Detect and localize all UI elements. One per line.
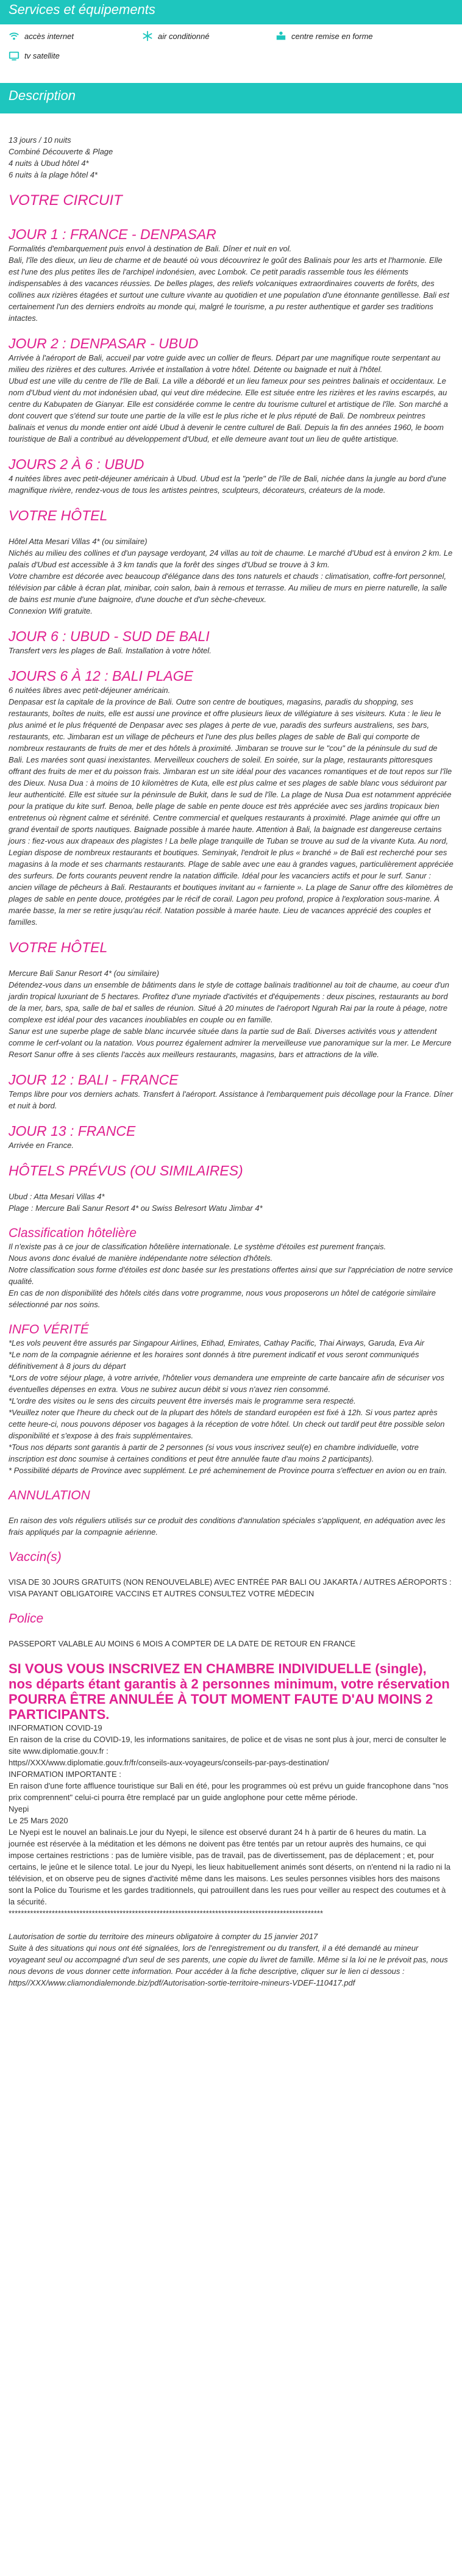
- day-title: JOUR 13 : FRANCE: [9, 1123, 136, 1139]
- services-list: [0, 24, 462, 70]
- day-title: JOUR 1 : FRANCE - DENPASAR: [9, 226, 216, 242]
- day-text: Temps libre pour vos derniers achats. Transfert à l'aéroport. Assistance à l'embarquement puis décollage pour la France. Dîner et nuit à bord.: [9, 1089, 453, 1110]
- police-text: PASSEPORT VALABLE AU MOINS 6 MOIS A COMPTER DE LA DATE DE RETOUR EN FRANCE: [9, 1639, 356, 1648]
- snowflake-icon: [142, 30, 153, 41]
- annulation-text: En raison des vols réguliers utilisés sur ce produit des conditions d'annulation spéciales s'appliquent, en adéquation avec les frais appliqués par la compagnie aérienne.: [9, 1516, 446, 1537]
- service-label: tv satellite: [24, 51, 60, 60]
- day-title: JOURS 2 À 6 : UBUD: [9, 456, 144, 472]
- day-title: JOUR 12 : BALI - FRANCE: [9, 1072, 179, 1088]
- tv-icon: [9, 50, 20, 61]
- day-text: 6 nuitées libres avec petit-déjeuner américain. Denpasar est la capitale de la province de Bali. Outre son centre de boutiques, magasins, paradis du shopping, ses restaurants, boîtes de nuits, elle est aussi une province et offre plusieurs lieux de villégiature à ses visiteurs. Kuta : le lieu le plus animé et le plus fréquenté de Denpasar avec ses plages à perte de vue, paradis des surfeurs australiens, ses bars, restaurants, etc. Jimbaran est un village de pêcheurs et l'une des plus belles plages de sable de Bali qui comporte de nombreux restaurants de fruits de mer et des hôtels à proximité. Jimbaran se trouve sur le "cou" de la péninsule du sud de Bali. Les marées sont quasi inexistantes. Merveilleux couchers de soleil. En soirée, sur la plage, restaurants pittoresques offrant des fruits de mer et du poisson frais. Jimbaran est un site idéal pour des vacances romantiques et de tout repos sur l'île des Dieux. Nusa Dua : à moins de 10 kilomètres de Kuta, elle est plus calme et ses plages de sable blanc vous séduiront par leur authenticité. Elle est située sur la péninsule de Bukit, dans le sud de l'île. La plage de Nusa Dua est notamment appréciée pour la pratique du kite surf. Benoa, belle plage de sable en pente douce est très appréciée avec ses jardins tropicaux bien entretenus où règnent calme et sérénité. Centre commercial et quelques restaurants à proximité. Plage animée qui offre un grand éventail de sports nautiques. Baignade possible à marée haute. Attention à Bali, la baignade est dangereuse certains jours : fiez-vous aux drapeaux des plagistes ! La belle plage tranquille de Tuban se trouve au sud de la vivante Kuta. Au nord, Legian dispose de nombreux restaurants et boutiques. Seminyak, l'endroit le plus « branché » de Bali est recherché pour ses magasins à la mode et ses charmants restaurants. Plage de sable avec une eau à grandes vagues, particulièrement appréciée des surfeurs. De forts courants peuvent rendre la natation difficile. Idéal pour les vacanciers actifs et pour le surf. Sanur : ancien village de pêcheurs à Bali. Restaurants et boutiques invitant au « farniente ». La plage de Sanur offre des kilomètres de plages de sable en pente douce, protégées par le récif de corail. Lagon peu profond, propice à l'exploration sous-marine. À marée basse, la mer se retire jusqu'au récif. Natation possible à marée haute. Lieu de vacances apprécié des couples et familles.: [9, 686, 453, 927]
- day-title: JOUR 6 : UBUD - SUD DE BALI: [9, 628, 210, 644]
- day-text: Transfert vers les plages de Bali. Installation à votre hôtel.: [9, 646, 211, 655]
- day-text: Formalités d'embarquement puis envol à destination de Bali. Dîner et nuit en vol. Bali, l'île des dieux, un lieu de charme et de beauté où vous découvrirez le goût des Balinais pour les arts et l'harmonie. Elle est l'une des plus petites îles de l'archipel indonésien, avec Lombok. Ce petit paradis rassemble tous les éléments indispensables à des vacances réussies. De belles plages, des reliefs volcaniques extraordinaires couverts de forêts, des collines aux rizières étagées et surtout une culture vivante au quotidien et une population d'une étonnante gentillesse. Bali est certainement l'un des derniers endroits au monde qui, malgré le tourisme, a pu rester authentique et garder ses traditions intactes.: [9, 244, 450, 323]
- service-item: [275, 30, 453, 41]
- day-title: JOUR 2 : DENPASAR - UBUD: [9, 335, 199, 351]
- service-item: [9, 50, 142, 61]
- police-title: Police: [9, 1612, 44, 1626]
- circuit-title: VOTRE CIRCUIT: [9, 192, 123, 209]
- hotel-text: Hôtel Atta Mesari Villas 4* (ou similaire) Nichés au milieu des collines et d'un paysage verdoyant, 24 villas au toit de chaume. Le marché d'Ubud est à environ 2 km. Le palais d'Ubud est accessible à 3 km tandis que la forêt des singes d'Ubud se trouve à 3 km. Votre chambre est décorée avec beaucoup d'élégance dans des tons naturels et chauds : climatisation, coffre-fort personnel, télévision par câble à écran plat, minibar, coin salon, bain à remous et terrasse. Au milieu de murs en pierre naturelle, la salle de bains est munie d'une baignoire, d'une douche et d'un sèche-cheveux. Connexion Wifi gratuite.: [9, 537, 453, 615]
- day-text: Arrivée en France.: [9, 1141, 74, 1150]
- day-text: 4 nuitées libres avec petit-déjeuner américain à Ubud. Ubud est la "perle" de l'île de Bali, nichée dans la jungle au bord d'une magnifique rivière, rendez-vous de tous les artistes peintres, sculpteurs, décorateurs, créateurs de la mode.: [9, 474, 447, 495]
- classification-text: Il n'existe pas à ce jour de classification hôtelière internationale. Le système d'étoiles est purement français. Nous avons donc évalué de manière indépendante notre sélection d'hôtels. Notre classification sous forme d'étoiles est donc basée sur les prestations offertes ainsi que sur l'appréciation de notre service qualité. En cas de non disponibilité des hôtels cités dans votre programme, nous vous proposerons un hôtel de catégorie similaire sélectionné par nos soins.: [9, 1242, 453, 1309]
- intro-line: 13 jours / 10 nuits: [9, 135, 71, 145]
- description-content: [0, 113, 462, 2001]
- warning-text: SI VOUS VOUS INSCRIVEZ EN CHAMBRE INDIVIDUELLE (single), nos départs étant garantis à 2 personnes minimum, votre réservation POURRA ÊTRE ANNULÉE À TOUT MOMENT FAUTE D'AU MOINS 2 PARTICIPANTS.: [9, 1661, 450, 1722]
- minors-text: Lautorisation de sortie du territoire des mineurs obligatoire à compter du 15 janvier 2017 Suite à des situations qui nous ont été signalées, lors de l'enregistrement ou du transfert, il a été demandé au mineur voyageant seul ou accompagné d'un seul de ses parents, une copie du livret de famille. Même si la loi ne le prévoit pas, nous nous devons de vous donner cette information. Pour accéder à la fiche descriptive, cliquer sur le lien ci dessous : https//XXX/www.cliamondialemonde.biz/pdf/Autorisation-sortie-territoire-mineurs-VDEF-110417.pdf: [9, 1932, 448, 1987]
- service-item: [9, 30, 142, 41]
- day-title: JOURS 6 À 12 : BALI PLAGE: [9, 668, 193, 684]
- service-label: centre remise en forme: [291, 31, 373, 41]
- hotel-title: VOTRE HÔTEL: [9, 939, 108, 955]
- annulation-title: ANNULATION: [9, 1488, 90, 1502]
- classification-title: Classification hôtelière: [9, 1226, 137, 1240]
- reception-icon: [275, 30, 286, 41]
- services-header: [0, 0, 462, 24]
- day-text: Arrivée à l'aéroport de Bali, accueil par votre guide avec un collier de fleurs. Départ par une magnifique route serpentant au milieu des rizières et des cultures. Arrivée et installation à votre hôtel. Détente ou baignade et nuit à l'hôtel. Ubud est une ville du centre de l'île de Bali. La ville a débordé et un lieu fameux pour ses peintres balinais et occidentaux. Le nom d'Ubud vient du mot indonésien ubad, qui veut dire médecine. Elle est située entre les rizières et les ravins escarpés, au centre du Kabupaten de Gianyar. Elle est considérée comme le centre du tourisme culturel et artistique de l'île. Son marché a dont couvert que s'étend sur toute une partie de la ville est le plus riche et le plus réputé de Bali. De nombreux peintres balinais et venus du monde entier ont aidé Ubud à devenir le centre culturel de Bali. Depuis la fin des années 1960, le boom touristique de Bali a contribué au développement d'Ubud, et elle demeure avant tout un lieu de quête artistique.: [9, 353, 448, 443]
- service-item: [142, 30, 275, 41]
- hotel-title: VOTRE HÔTEL: [9, 508, 108, 523]
- info-title: INFO VÉRITÉ: [9, 1322, 89, 1336]
- hotels-title: HÔTELS PRÉVUS (OU SIMILAIRES): [9, 1163, 243, 1179]
- vaccin-text: VISA DE 30 JOURS GRATUITS (NON RENOUVELABLE) AVEC ENTRÉE PAR BALI OU JAKARTA / AUTRES AÉROPORTS : VISA PAYANT OBLIGATOIRE VACCINS ET AUTRES CONSULTEZ VOTRE MÉDECIN: [9, 1577, 452, 1598]
- intro-line: Combiné Découverte & Plage: [9, 147, 113, 156]
- hotel-text: Mercure Bali Sanur Resort 4* (ou similaire) Détendez-vous dans un ensemble de bâtiments dans le style de cottage balinais traditionnel au toit de chaume, au coeur d'un jardin tropical luxuriant de 5 hectares. Profitez d'une myriade d'activités et d'équipements : deux piscines, restaurants au bord de la mer, bars, spa, salle de bal et salles de réunion. Situé à 20 minutes de l'aéroport Ngurah Rai par la route à péage, notre complexe est idéal pour des vacances inoubliables en couple ou en famille. Sanur est une superbe plage de sable blanc incurvée située dans la partie sud de Bali. Diverses activités vous y attendent comme le cerf-volant ou la natation. Vous pourrez également admirer la merveilleuse vue panoramique sur la mer. Le Mercure Resort Sanur offre à ses clients l'accès aux meilleurs restaurants, magasins, bars et attractions de la ville.: [9, 969, 452, 1059]
- covid-text: INFORMATION COVID-19 En raison de la crise du COVID-19, les informations sanitaires, de police et de visas ne sont plus à jour, merci de consulter le site www.diplomatie.gouv.fr : https//XXX/www.diplomatie.gouv.fr/fr/conseils-aux-voyageurs/conseils-par-pays-destination/ INFORMATION IMPORTANTE : En raison d'une forte affluence touristique sur Bali en été, pour les programmes où est prévu un guide francophone dans "nos prix comprennent" celui-ci pourra être remplacé par un guide anglophone pour cette même période. Nyepi Le 25 Mars 2020 Le Nyepi est le nouvel an balinais.Le jour du Nyepi, le silence est observé durant 24 h à partir de 6 heures du matin. La journée est réservée à la méditation et les démons ne doivent pas être tentés par un retour auprès des humains, ce qui impose certaines restrictions : pas de lumière visible, pas de travail, pas de divertissement, pas de déplacement ; et, pour certains, le jeûne et le silence total. Le jour du Nyepi, les lieux habituellement animés sont déserts, on n'entend ni la radio ni la télévision, et on observe peu de signes d'activité même dans les maisons. Les seules personnes visibles hors des maisons sont la Police du Tourisme et les gardes traditionnels, qui patrouillent dans les rues pour veiller au respect des coutumes et à la sécurité.: [9, 1723, 451, 1906]
- wifi-icon: [9, 30, 20, 41]
- vaccin-title: Vaccin(s): [9, 1550, 62, 1564]
- service-label: air conditionné: [158, 31, 210, 41]
- services-title: Services et équipements: [9, 2, 155, 17]
- intro-line: 4 nuits à Ubud hôtel 4*: [9, 159, 89, 168]
- service-label: accès internet: [24, 31, 74, 41]
- hotels-text: Ubud : Atta Mesari Villas 4* Plage : Mercure Bali Sanur Resort 4* ou Swiss Belresort Watu Jimbar 4*: [9, 1192, 263, 1213]
- description-header: [0, 83, 462, 113]
- stars-line: ******************************************************************************************************: [9, 1909, 324, 1918]
- intro-line: 6 nuits à la plage hôtel 4*: [9, 170, 98, 179]
- description-title: Description: [9, 88, 76, 103]
- info-text: *Les vols peuvent être assurés par Singapour Airlines, Etihad, Emirates, Cathay Pacific, Thai Airways, Garuda, Eva Air *Le nom de la compagnie aérienne et les horaires sont donnés à titre purement indicatif et vous seront communiqués définitivement à 8 jours du départ *Lors de votre séjour plage, à votre arrivée, l'hôtelier vous demandera une empreinte de carte bancaire afin de sécuriser vos éventuelles dépenses en extra. Vous ne subirez aucun débit si vous n'avez rien consommé. *L'ordre des visites ou le sens des circuits peuvent être inversés mais le programme sera respecté. *Veuillez noter que l'heure du check out de la plupart des hôtels de standard européen est fixé à 12h. Si vous partez après cette heure-ci, nous pouvons déposer vos bagages à la réception de votre hôtel. Un check out tardif peut être possible selon disponibilité et s'expose à des frais supplémentaires. *Tous nos départs sont garantis à partir de 2 personnes (si vous vous inscrivez seul(e) en chambre individuelle, votre inscription est donc soumise à certaines conditions et peut être annulée faute d'au moins 2 participants). * Possibilité départs de Province avec supplément. Le pré acheminement de Province pourra s'effectuer en avion ou en train.: [9, 1338, 447, 1475]
